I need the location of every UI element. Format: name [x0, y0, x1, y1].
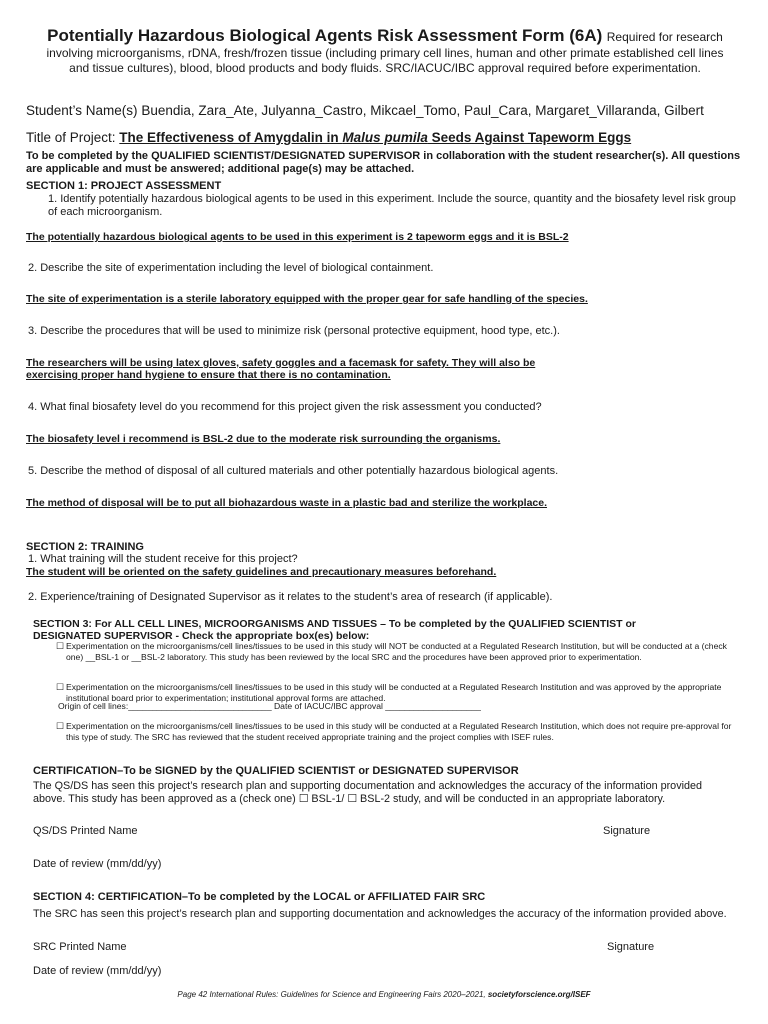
intro-instructions: To be completed by the QUALIFIED SCIENTIST/DESIGNATED SUPERVISOR in collaboration with the student researcher(s). All questions are applicable and must be answered; additional page(s) may be attached.: [26, 150, 741, 175]
section1-question-2: 2. Describe the site of experimentation including the level of biological containment.: [28, 262, 434, 274]
project-title-before: The Effectiveness of Amygdalin in: [119, 130, 343, 145]
section3-option-2: [56, 682, 736, 703]
form-subtitle: Required for research involving microorganisms, rDNA, fresh/frozen tissue (including primary cell lines, human and other primate established cell lines and tissue cultures), blood, blood products and body fluids. SRC/IACUC/IBC approval required before experimentation.: [46, 30, 724, 75]
project-title: [119, 130, 631, 145]
section3-option-1: [56, 641, 736, 662]
section1-answer-4[interactable]: The biosafety level i recommend is BSL-2 due to the moderate risk surrounding the organisms.: [26, 433, 501, 445]
section1-answer-1[interactable]: The potentially hazardous biological agents to be used in this experiment is 2 tapeworm eggs and it is BSL-2: [26, 231, 569, 243]
section1-answer-5[interactable]: The method of disposal will be to put all biohazardous waste in a plastic bad and sterilize the workplace.: [26, 497, 548, 509]
section1-answer-3-line1[interactable]: The researchers will be using latex gloves, safety goggles and a facemask for safety. They will also be: [26, 357, 536, 369]
students-label: Student’s Name(s): [26, 103, 138, 118]
section3-heading-line1: SECTION 3: For ALL CELL LINES, MICROORGANISMS AND TISSUES – To be completed by the QUALIFIED SCIENTIST or: [33, 618, 637, 630]
section1-heading: SECTION 1: PROJECT ASSESSMENT: [26, 180, 222, 192]
section3-option-1-text: Experimentation on the microorganisms/cell lines/tissues to be used in this study will NOT be conducted at a Regulated Research Institution, but will be conducted at a (check one) __BSL-1 or __BSL-2 laboratory. This study has been reviewed by the local SRC and the procedures have been approved prior to experimentation.: [66, 641, 727, 662]
section2-question-1: 1. What training will the student receive for this project?: [28, 553, 298, 565]
checkbox-icon[interactable]: ☐: [56, 721, 65, 731]
section3-origin-line: Origin of cell lines:______________________________ Date of IACUC/IBC approval ____________________: [58, 701, 481, 711]
project-title-line: [26, 130, 631, 145]
section3-heading-line2: DESIGNATED SUPERVISOR - Check the appropriate box(es) below:: [33, 630, 370, 642]
footer-link[interactable]: societyforscience.org/ISEF: [487, 990, 591, 999]
section1-question-5: 5. Describe the method of disposal of all cultured materials and other potentially hazardous biological agents.: [28, 465, 559, 477]
section3-option-2-text: Experimentation on the microorganisms/cell lines/tissues to be used in this study will be conducted at a Regulated Research Institution and was approved by the appropriate institutional board prior to experimentation; institutional approval forms are attached.: [66, 682, 722, 703]
src-printed-name-label[interactable]: SRC Printed Name: [33, 941, 127, 953]
project-title-label: Title of Project:: [26, 130, 116, 145]
form-header: [40, 26, 730, 75]
section1-question-1: 1. Identify potentially hazardous biological agents to be used in this experiment. Include the source, quantity and the biosafety level risk group of each microorganism.: [48, 193, 736, 218]
section2-answer-1[interactable]: The student will be oriented on the safety guidelines and precautionary measures beforehand.: [26, 566, 497, 578]
certification-text: The QS/DS has seen this project’s research plan and supporting documentation and acknowledges the accuracy of the information provided above. This study has been approved as a (check one) ☐ BSL-1/ ☐ BSL-2 study, and will be conducted in an appropriate laboratory.: [33, 780, 703, 805]
section1-question-3: 3. Describe the procedures that will be used to minimize risk (personal protective equipment, hood type, etc.).: [28, 325, 560, 337]
section4-text: The SRC has seen this project’s research plan and supporting documentation and acknowledges the accuracy of the information provided above.: [33, 908, 727, 920]
qsds-date-label[interactable]: Date of review (mm/dd/yy): [33, 858, 162, 870]
qsds-printed-name-label[interactable]: QS/DS Printed Name: [33, 825, 138, 837]
section3-option-3: [56, 721, 736, 742]
certification-heading: CERTIFICATION–To be SIGNED by the QUALIFIED SCIENTIST or DESIGNATED SUPERVISOR: [33, 765, 519, 777]
project-title-species: Malus pumila: [342, 130, 428, 145]
footer-text: Page 42 International Rules: Guidelines for Science and Engineering Fairs 2020–2021,: [177, 990, 486, 999]
students-names: Buendia, Zara_Ate, Julyanna_Castro, Mikcael_Tomo, Paul_Cara, Margaret_Villaranda, Gilbert: [141, 103, 704, 118]
section4-heading: SECTION 4: CERTIFICATION–To be completed by the LOCAL or AFFILIATED FAIR SRC: [33, 891, 486, 903]
section2-heading: SECTION 2: TRAINING: [26, 541, 144, 553]
section1-answer-3-line2[interactable]: exercising proper hand hygiene to ensure that there is no contamination.: [26, 369, 391, 381]
page-footer: [0, 990, 768, 999]
section3-option-3-text: Experimentation on the microorganisms/cell lines/tissues to be used in this study will be conducted at a Regulated Research Institution, which does not require pre-approval for this type of study. The SRC has reviewed that the student received appropriate training and the project complies with ISEF rules.: [66, 721, 732, 742]
section2-question-2: 2. Experience/training of Designated Supervisor as it relates to the student’s area of research (if applicable).: [28, 591, 553, 603]
project-title-after: Seeds Against Tapeworm Eggs: [427, 130, 632, 145]
src-date-label[interactable]: Date of review (mm/dd/yy): [33, 965, 162, 977]
checkbox-icon[interactable]: ☐: [56, 682, 65, 692]
checkbox-icon[interactable]: ☐: [56, 641, 65, 651]
students-line: [26, 103, 704, 118]
form-title: Potentially Hazardous Biological Agents Risk Assessment Form (6A): [47, 26, 603, 45]
section1-answer-2[interactable]: The site of experimentation is a sterile laboratory equipped with the proper gear for safe handling of the species.: [26, 293, 588, 305]
src-signature-label[interactable]: Signature: [607, 941, 655, 953]
section1-question-4: 4. What final biosafety level do you recommend for this project given the risk assessment you conducted?: [28, 401, 542, 413]
qsds-signature-label[interactable]: Signature: [603, 825, 651, 837]
